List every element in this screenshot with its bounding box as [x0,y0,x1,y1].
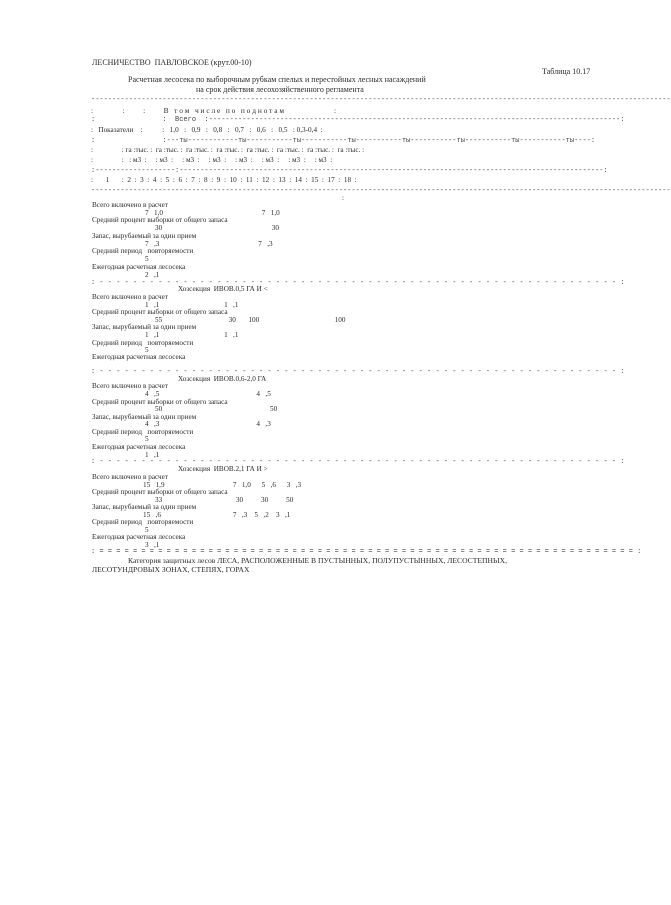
section0-percent-values: 30 30 [155,224,279,232]
header-colon-tail: : [342,194,344,202]
section1-title: Хозсекция ИВОВ.0,5 ГА И < [178,285,268,293]
header-rule-top: ------------------------------------------------------------------------------------------------------------------------------------------ [91,96,671,104]
label-period: Средний период повторяемости [92,339,194,347]
section3-percent-values: 33 30 30 50 [155,496,294,504]
label-stock: Запас, вырубаемый за один прием [92,503,197,511]
header-row-indicators: : Показатели : : 1,0 : 0,9 : 0,8 : 0,7 : 0,6 : 0,5 : 0,3-0,4 : [91,126,323,134]
table-number: Таблица 10.17 [542,67,591,76]
section2-percent-values: 50 50 [155,405,278,413]
report-title-line2: на срок действия лесохозяйственного регламента [196,85,364,94]
section2-stock-values: 4 ,3 4 ,3 [145,420,271,428]
category-line-2: ЛЕСОТУНДРОВЫХ ЗОНАХ, СТЕПЯХ, ГОРАХ [92,565,250,574]
label-percent: Средний процент выборки от общего запаса [92,398,228,406]
section3-total-values: 15 1,9 7 1,0 5 ,6 3 ,3 [143,481,302,489]
section1-percent-values: 55 30 100 100 [155,316,346,324]
section3-stock-values: 15 ,6 7 ,3 5 ,2 3 ,1 [143,511,291,519]
section0-period-value: 5 [145,255,149,263]
label-annual: Ежегодная расчетная лесосека [92,443,186,451]
section0-stock-values: 7 ,3 7 ,3 [145,240,273,248]
header-row-subgroups: : : : В т о м ч и с л е п о п о д н о т а м : [91,106,337,115]
label-period: Средний период повторяемости [92,247,194,255]
section-divider: : - - - - - - - - - - - - - - - - - - - - - - - - - - - - - - - - - - - - - - - - - - - - - - - - - - - - - - - - - - - - - - : [91,279,625,287]
section2-title: Хозсекция ИВОВ.0,6-2,0 ГА [178,375,267,383]
header-row-total: : : Всего :--------------------------------------------------------------------------------------------------: [91,116,625,124]
category-line-1: Категория защитных лесов ЛЕСА, РАСПОЛОЖЕННЫЕ В ПУСТЫННЫХ, ПОЛУПУСТЫННЫХ, ЛЕСОСТЕПНЫХ, [128,556,507,565]
section-divider: : - - - - - - - - - - - - - - - - - - - - - - - - - - - - - - - - - - - - - - - - - - - - - - - - - - - - - - - - - - - - - - : [91,368,625,376]
section1-period-value: 5 [145,346,149,354]
section1-total-values: 1 ,1 1 ,1 [145,301,239,309]
section3-period-value: 5 [145,526,149,534]
section0-total-values: 7 1,0 7 1,0 [145,209,280,217]
header-row-units-m3: : : : м3 : : м3 : : м3 : : м3 : : м3 : : м3 : : м3 : : м3 : [91,156,333,164]
section3-annual-values: 3 ,1 [145,541,160,549]
label-total: Всего включено в расчет [92,201,168,209]
label-period: Средний период повторяемости [92,518,194,526]
header-row-units-ha: : : га :тыс. : га :тыс. : га :тыс. : га :тыс. : га :тыс. : га :тыс. : га :тыс. : га :тыс. : [91,146,365,154]
footer-double-rule: : = = = = = = = = = = = = = = = = = = = = = = = = = = = = = = = = = = = = = = = = = = = = = = = = = = = = = = = = = = = = = = = = : [91,548,642,556]
section2-total-values: 4 ,5 4 ,5 [145,390,271,398]
header-rule-bottom: ------------------------------------------------------------------------------------------------------------------------------------------ [91,187,671,195]
forestry-title: ЛЕСНИЧЕСТВО ПАВЛОВСКОЕ (крут.00-10) [92,58,252,67]
label-stock: Запас, вырубаемый за один прием [92,232,197,240]
section-divider: : - - - - - - - - - - - - - - - - - - - - - - - - - - - - - - - - - - - - - - - - - - - - - - - - - - - - - - - - - - - - - - : [91,458,625,466]
label-percent: Средний процент выборки от общего запаса [92,488,228,496]
section2-annual-values: 1 ,1 [145,451,160,459]
column-numbers: : 1 : 2 : 3 : 4 : 5 : 6 : 7 : 8 : 9 : 10 : 11 : 12 : 13 : 14 : 15 : 17 : 18 : [91,176,357,184]
label-percent: Средний процент выборки от общего запаса [92,216,228,224]
section0-annual-values: 2 ,1 [145,271,160,279]
section1-stock-values: 1 ,1 1 ,1 [145,331,239,339]
label-percent: Средний процент выборки от общего запаса [92,308,228,316]
label-annual: Ежегодная расчетная лесосека [92,353,186,361]
label-annual: Ежегодная расчетная лесосека [92,533,186,541]
label-total: Всего включено в расчет [92,473,168,481]
label-period: Средний период повторяемости [92,428,194,436]
section3-title: Хозсекция ИВОВ.2,1 ГА И > [178,465,268,473]
label-stock: Запас, вырубаемый за один прием [92,323,197,331]
header-rule-mid: :-------------------:-----------------------------------------------------------------------------------------------------: [91,167,608,175]
report-title-line1: Расчетная лесосека по выборочным рубкам спелых и перестойных лесных насаждений [128,75,426,84]
label-total: Всего включено в расчет [92,293,168,301]
label-stock: Запас, вырубаемый за один прием [92,413,197,421]
header-row-dividers: : :---ты------------ты-----------ты-----------ты-----------ты-----------ты-----------ты-----------ты----: [91,137,596,145]
label-annual: Ежегодная расчетная лесосека [92,263,186,271]
section2-period-value: 5 [145,435,149,443]
label-total: Всего включено в расчет [92,382,168,390]
